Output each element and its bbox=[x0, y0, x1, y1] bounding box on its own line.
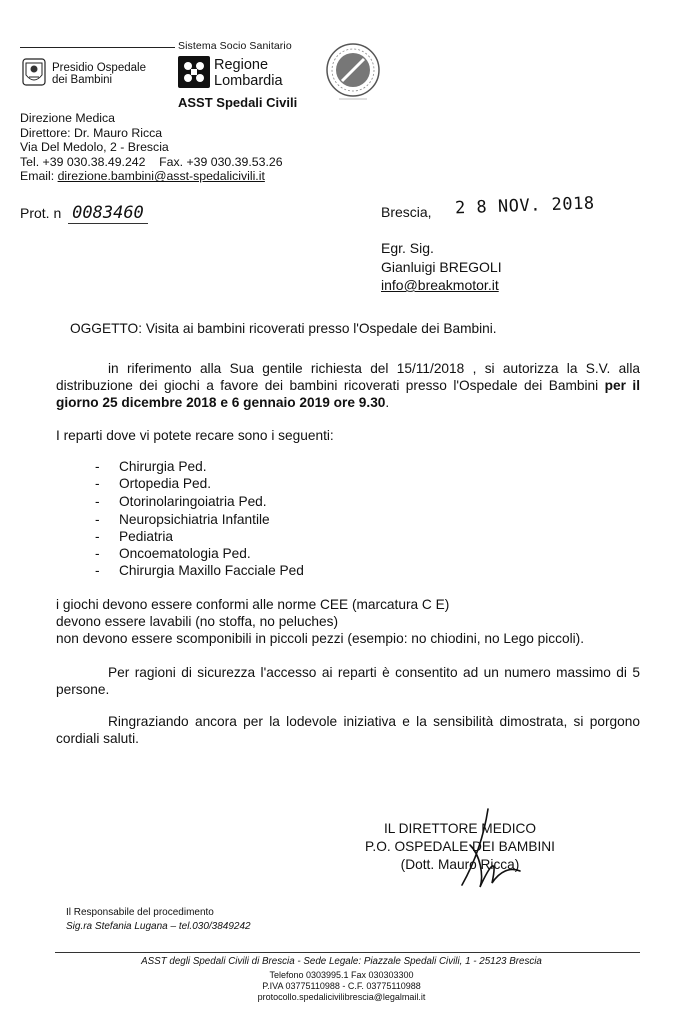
closing-paragraph: Ringraziando ancora per la lodevole iniziativa e la sensibilità dimostrata, si porgono cordiali saluti. bbox=[56, 714, 640, 746]
footer-rule bbox=[55, 952, 640, 953]
list-item: - Ortopedia Ped. bbox=[95, 476, 212, 491]
system-label: Sistema Socio Sanitario bbox=[178, 40, 292, 52]
wards-intro: I reparti dove vi potete recare sono i seguenti: bbox=[56, 428, 334, 443]
visit-dates: per il giorno 25 dicembre 2018 e 6 gennaio 2019 ore 9.30 bbox=[56, 377, 640, 410]
toy-rules bbox=[56, 597, 640, 647]
list-item: - Oncoematologia Ped. bbox=[95, 546, 251, 561]
sender-director: Direttore: Dr. Mauro Ricca bbox=[20, 125, 163, 140]
date-stamp: 2 8 NOV. 2018 bbox=[454, 193, 595, 219]
footer-address: ASST degli Spedali Civili di Brescia - Sede Legale: Piazzale Spedali Civili, 1 - 25123 Brescia bbox=[141, 956, 542, 967]
footer-vat: P.IVA 03775110988 - C.F. 03775110988 bbox=[262, 981, 421, 991]
regione-lombardia-label: Regione Lombardia bbox=[214, 57, 283, 89]
regione-lombardia-logo-icon bbox=[178, 56, 210, 88]
list-item: - Chirurgia Ped. bbox=[95, 459, 207, 474]
protocol-number: 0083460 bbox=[68, 203, 148, 224]
signature-title: IL DIRETTORE MEDICO bbox=[383, 821, 537, 836]
responsible-contact: Sig.ra Stefania Lugana – tel.030/3849242 bbox=[66, 921, 251, 932]
responsible-title: Il Responsabile del procedimento bbox=[66, 907, 214, 918]
recipient-salutation: Egr. Sig. bbox=[381, 240, 434, 256]
asst-label: ASST Spedali Civili bbox=[178, 95, 298, 110]
footer-phone: Telefono 0303995.1 Fax 030303300 bbox=[269, 970, 414, 980]
list-item: - Chirurgia Maxillo Facciale Ped bbox=[95, 563, 304, 578]
date-place: Brescia, bbox=[381, 204, 432, 220]
header-rule bbox=[20, 47, 175, 48]
authorization-paragraph: in riferimento alla Sua gentile richiesta del 15/11/2018 , si autorizza la S.V. alla distribuzione dei giochi a favore dei bambini ricoverati presso l'Ospedale dei Bambini per il giorno 25 dicembre 2018 e 6 gennaio 2019 ore 9.30. bbox=[56, 361, 640, 410]
rule-washable: devono essere lavabili (no stoffa, no peluches) bbox=[56, 613, 339, 629]
subject-text: Visita ai bambini ricoverati presso l'Ospedale dei Bambini. bbox=[145, 321, 497, 336]
list-item: - Neuropsichiatria Infantile bbox=[95, 512, 270, 527]
subject-label: OGGETTO: bbox=[70, 321, 142, 336]
presidio-name: Presidio Ospedale dei Bambini bbox=[52, 62, 146, 86]
safety-paragraph: Per ragioni di sicurezza l'accesso ai reparti è consentito ad un numero massimo di 5 persone. bbox=[56, 665, 640, 697]
signature-name: (Dott. Mauro Ricca) bbox=[400, 857, 520, 872]
subject-line bbox=[70, 321, 497, 338]
certification-seal-icon bbox=[325, 42, 381, 102]
protocol-line bbox=[20, 203, 148, 223]
signature-unit: P.O. OSPEDALE DEI BAMBINI bbox=[365, 839, 555, 854]
sender-phone-fax: Tel. +39 030.38.49.242 Fax. +39 030.39.53.26 bbox=[20, 154, 283, 169]
rule-ce-marking: i giochi devono essere conformi alle norme CEE (marcatura C E) bbox=[56, 597, 450, 612]
rule-small-parts: non devono essere scomponibili in piccoli pezzi (esempio: no chiodini, no Lego piccoli). bbox=[56, 630, 585, 646]
sender-email-link[interactable]: direzione.bambini@asst-spedalicivili.it bbox=[57, 169, 265, 184]
recipient-block bbox=[381, 239, 502, 295]
recipient-name: Gianluigi BREGOLI bbox=[381, 258, 502, 275]
list-item: - Pediatria bbox=[95, 529, 174, 544]
footer-pec: protocollo.spedalicivilibrescia@legalmail.it bbox=[257, 992, 426, 1002]
sender-office: Direzione Medica bbox=[20, 111, 116, 125]
presidio-crest-icon bbox=[20, 57, 48, 89]
sender-email-line: Email: direzione.bambini@asst-spedalicivili.it bbox=[20, 169, 265, 184]
sender-block bbox=[20, 111, 283, 184]
responsible-block bbox=[66, 906, 251, 934]
list-item: - Otorinolaringoiatria Ped. bbox=[95, 494, 267, 509]
sender-address: Via Del Medolo, 2 - Brescia bbox=[20, 140, 169, 155]
recipient-email-link[interactable]: info@breakmotor.it bbox=[381, 277, 499, 293]
handwritten-signature bbox=[440, 805, 530, 890]
protocol-label: Prot. n bbox=[20, 205, 62, 221]
